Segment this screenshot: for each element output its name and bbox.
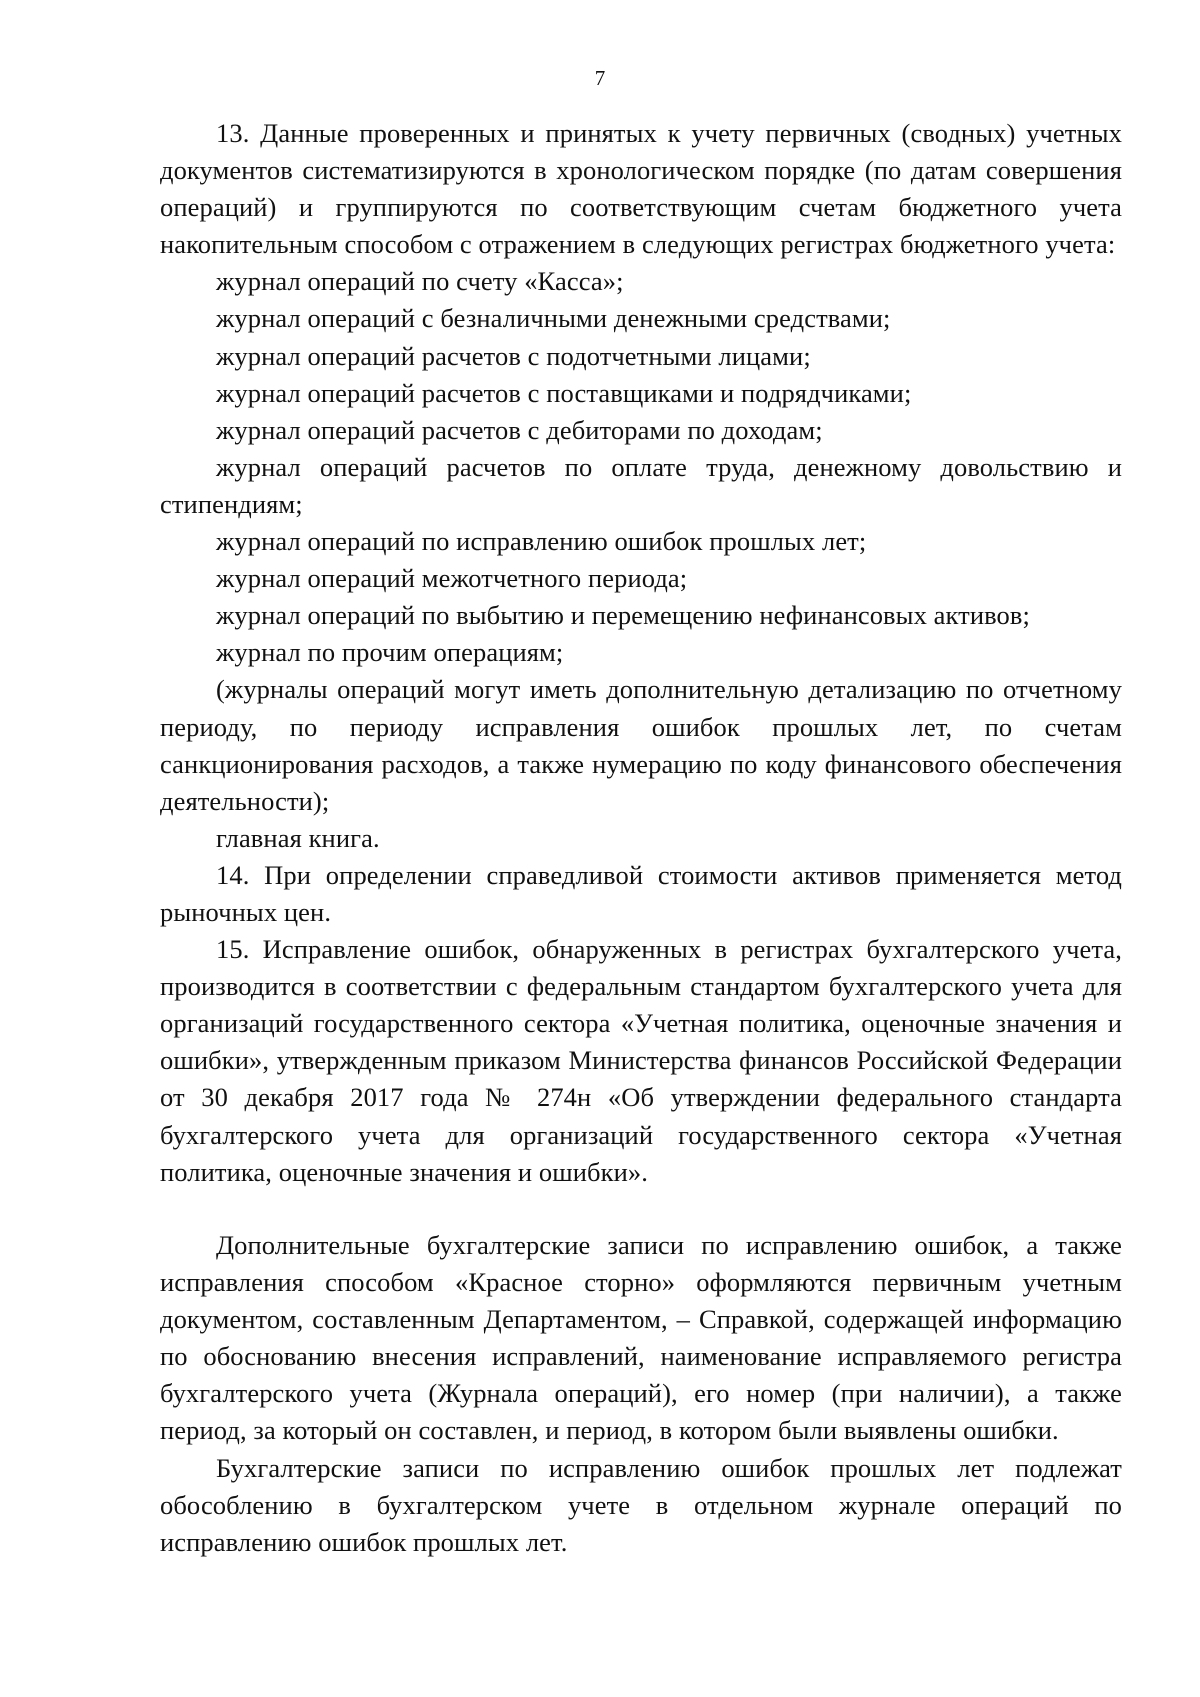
- paragraph-journals-note: (журналы операций могут иметь дополнительную детализацию по отчетному периоду, по периоду исправления ошибок прошлых лет, по счетам санкционирования расходов, а также нумерацию по коду финансового обеспечения деятельности);: [160, 674, 1122, 816]
- list-item-journal-debtors: журнал операций расчетов с дебиторами по доходам;: [216, 414, 823, 445]
- list-item-journal-interim: журнал операций межотчетного периода;: [216, 563, 688, 594]
- paragraph-13: 13. Данные проверенных и принятых к учету первичных (сводных) учетных документов систематизируются в хронологическом порядке (по датам совершения операций) и группируются по соответствующим счетам бюджетного учета накопительным способом с отражением в следующих регистрах бюджетного учета:: [160, 118, 1122, 260]
- page-number: 7: [594, 66, 606, 90]
- list-item-journal-suppliers: журнал операций расчетов с поставщиками и подрядчиками;: [216, 377, 912, 408]
- body-text-section-1: [160, 115, 1122, 1191]
- list-item-journal-corrections: журнал операций по исправлению ошибок прошлых лет;: [216, 526, 867, 557]
- list-item-journal-cash: журнал операций по счету «Касса»;: [216, 266, 624, 297]
- list-item-journal-noncash: журнал операций с безналичными денежными средствами;: [216, 303, 891, 334]
- list-item-journal-payroll: журнал операций расчетов по оплате труда, денежному довольствию и стипендиям;: [160, 451, 1122, 519]
- list-item-journal-nonfinancial: журнал операций по выбытию и перемещению нефинансовых активов;: [216, 600, 1030, 631]
- paragraph-14: 14. При определении справедливой стоимости активов применяется метод рыночных цен.: [160, 859, 1122, 927]
- list-item-journal-accountable: журнал операций расчетов с подотчетными лицами;: [216, 340, 811, 371]
- list-item-general-ledger: главная книга.: [216, 822, 380, 853]
- paragraph-prior-year-entries: Бухгалтерские записи по исправлению ошибок прошлых лет подлежат обособлению в бухгалтерском учете в отдельном журнале операций по исправлению ошибок прошлых лет.: [160, 1452, 1122, 1557]
- paragraph-15: 15. Исправление ошибок, обнаруженных в регистрах бухгалтерского учета, производится в соответствии с федеральным стандартом бухгалтерского учета для организаций государственного сектора «Учетная политика, оценочные значения и ошибки», утвержденным приказом Министерства финансов Российской Федерации от 30 декабря 2017 года № 274н «Об утверждении федерального стандарта бухгалтерского учета для организаций государственного сектора «Учетная политика, оценочные значения и ошибки».: [160, 934, 1122, 1187]
- paragraph-additional-entries: Дополнительные бухгалтерские записи по исправлению ошибок, а также исправления способом «Красное сторно» оформляются первичным учетным документом, составленным Департаментом, – Справкой, содержащей информацию по обоснованию внесения исправлений, наименование исправляемого регистра бухгалтерского учета (Журнала операций), его номер (при наличии), а также период, за который он составлен, и период, в котором были выявлены ошибки.: [160, 1230, 1122, 1446]
- body-text-section-2: [160, 1227, 1122, 1561]
- list-item-journal-other: журнал по прочим операциям;: [216, 637, 564, 668]
